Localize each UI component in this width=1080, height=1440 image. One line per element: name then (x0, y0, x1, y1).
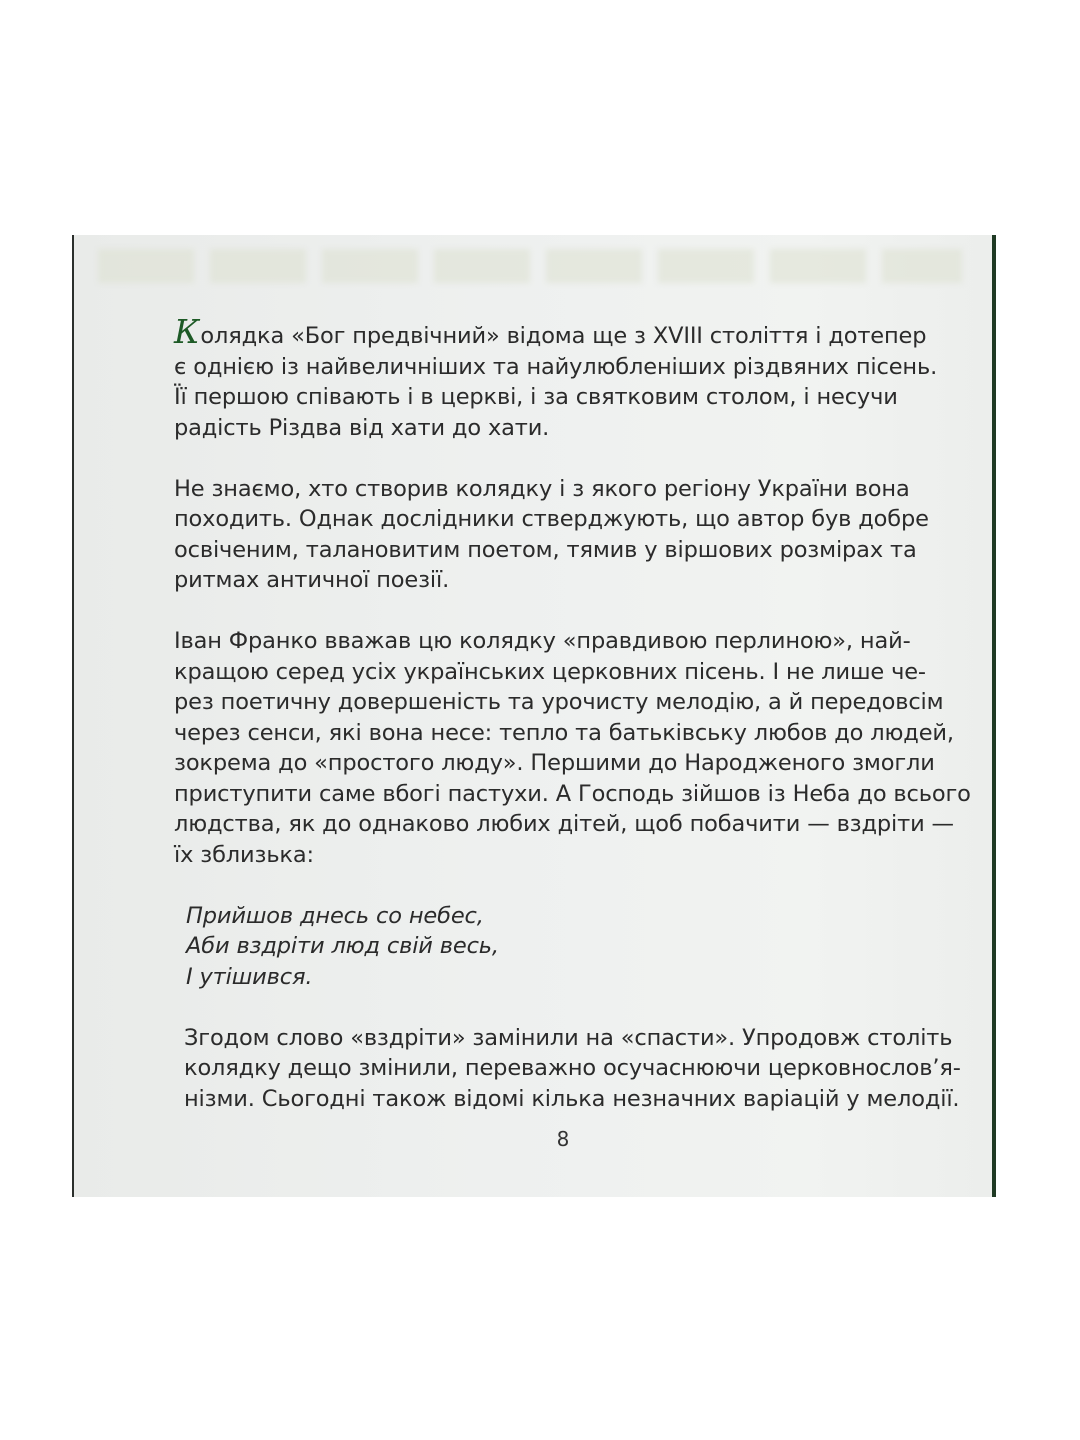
text-line: радість Різдва від хати до хати. (174, 414, 550, 441)
text-line: походить. Однак дослідники стверджують, що автор був добре (174, 506, 929, 532)
text-line: освіченим, талановитим поетом, тямив у віршових розмірах та (174, 536, 917, 563)
text-line: Згодом слово «вздріти» замінили на «спасти». Упродовж століть (184, 1024, 953, 1051)
text-line: нізми. Сьогодні також відомі кілька незначних варіацій у мелодії. (184, 1085, 960, 1112)
paragraph-2 (174, 474, 954, 596)
text-line: їх зблизька: (174, 841, 314, 868)
verse-line: І утішився. (186, 963, 313, 990)
text-line-content: олядка «Бог предвічний» відома ще з XVIII століття і дотепер (200, 323, 927, 349)
book-page (72, 235, 996, 1197)
text-line: зокрема до «простого люду». Першими до Народженого змогли (174, 750, 935, 776)
verse-quote (174, 901, 954, 993)
text-line: Її першою співають і в церкві, і за святковим столом, і несучи (174, 384, 898, 410)
verse-line: Аби вздріти люд свій весь, (186, 933, 499, 959)
paragraph-closing (174, 1023, 961, 1115)
text-line: Не знаємо, хто створив колядку і з якого регіону України вона (174, 475, 910, 502)
bleed-through-decoration (98, 249, 962, 283)
text-line: людства, як до однаково любих дітей, щоб побачити — вздріти — (174, 811, 954, 837)
text-line: є однією із найвеличніших та найулюбленіших різдвяних пісень. (174, 353, 938, 380)
text-line: кращою серед усіх українських церковних пісень. І не лише че- (174, 658, 926, 685)
drop-cap: К (174, 312, 200, 351)
text-line: Іван Франко вважав цю колядку «правдивою перлиною», най- (174, 628, 911, 654)
text-line: рез поетичну довершеність та урочисту мелодію, а й передовсім (174, 689, 944, 715)
text-line (174, 312, 954, 352)
paragraph-1 (174, 312, 954, 443)
paragraph-3 (174, 626, 971, 870)
text-line: колядку дещо змінили, переважно осучаснюючи церковнослов’я- (184, 1055, 961, 1081)
text-line: через сенси, які вона несе: тепло та батьківську любов до людей, (174, 719, 954, 746)
verse-line: Прийшов днесь со небес, (186, 902, 484, 929)
text-line: ритмах античної поезії. (174, 567, 450, 593)
page-number: 8 (556, 1127, 570, 1151)
text-line: приступити саме вбогі пастухи. А Господь зійшов із Неба до всього (174, 780, 971, 807)
page-body (174, 312, 971, 1145)
